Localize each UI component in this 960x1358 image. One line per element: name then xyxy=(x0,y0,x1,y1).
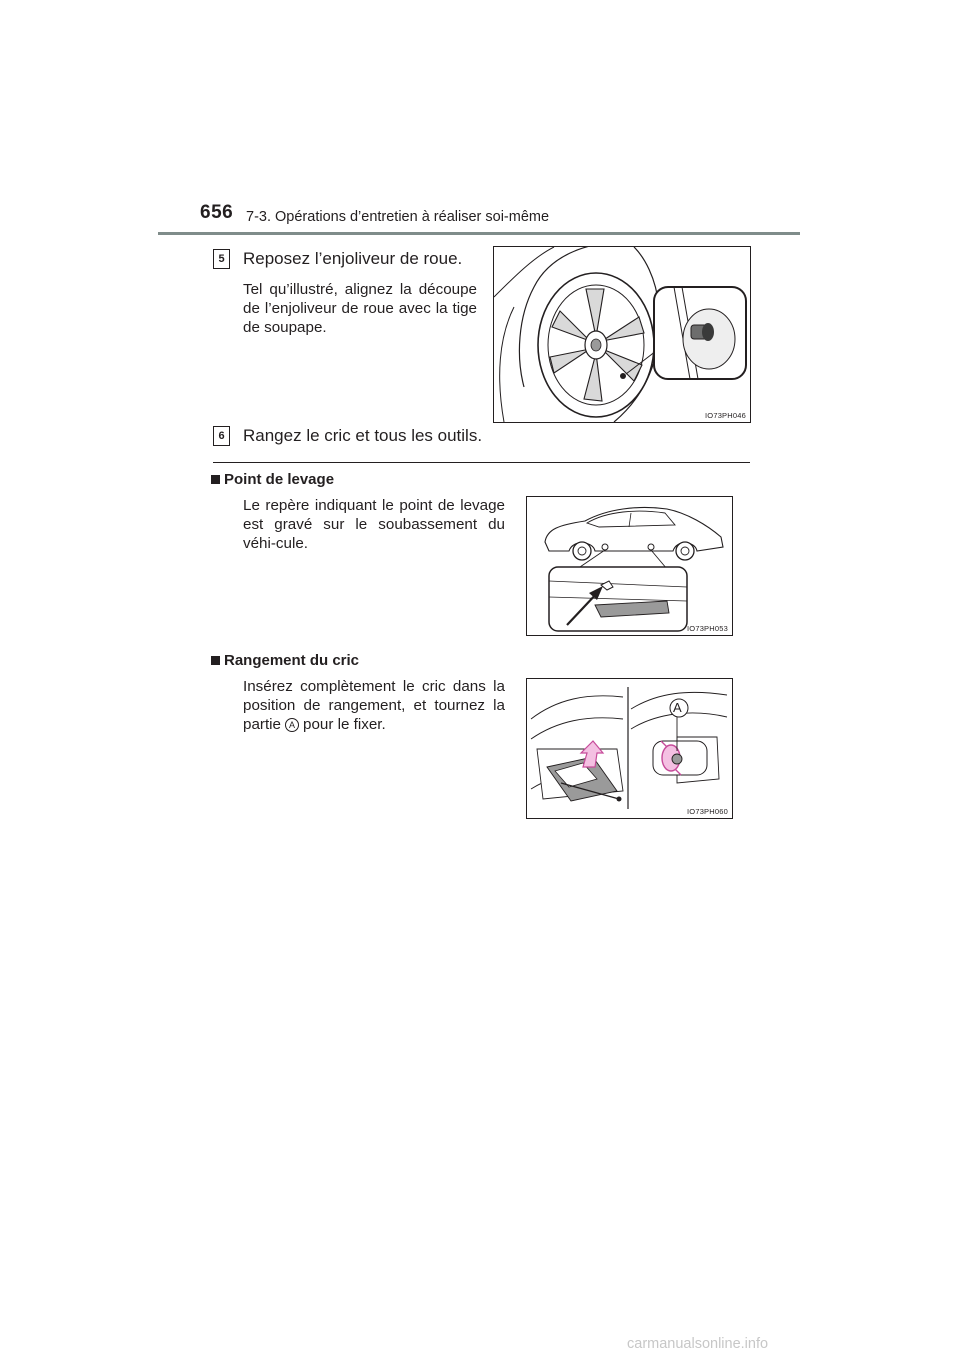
section-heading-text: Rangement du cric xyxy=(224,652,360,669)
jacking-point-drawing xyxy=(527,497,732,635)
section-divider xyxy=(213,462,750,463)
callout-letter: A xyxy=(673,700,682,715)
jack-storage-illustration xyxy=(526,678,733,819)
step-title: Rangez le cric et tous les outils. xyxy=(243,426,483,445)
text-before: Insérez complètement le cric dans la position de rangement, et tournez la partie xyxy=(243,678,505,733)
page-number: 656 xyxy=(200,202,234,223)
watermark: carmanualsonline.info xyxy=(627,1336,769,1352)
header-rule xyxy=(158,232,800,235)
wheel-cover-drawing xyxy=(494,247,750,422)
figure-code: IO73PH060 xyxy=(687,807,728,816)
wheel-cover-illustration xyxy=(493,246,751,423)
square-bullet-icon xyxy=(211,656,220,665)
section-text: Le repère indiquant le point de levage est gravé sur le soubassement du véhi-cule. xyxy=(243,497,505,552)
section-heading xyxy=(211,652,359,669)
figure-code: IO73PH053 xyxy=(687,624,728,633)
step-number-badge: 5 xyxy=(213,249,230,269)
section-text xyxy=(243,677,505,734)
step-number-badge: 6 xyxy=(213,426,230,446)
section-heading-text: Point de levage xyxy=(224,471,335,488)
jack-storage-drawing xyxy=(527,679,732,818)
section-title: 7-3. Opérations d’entretien à réaliser soi-même xyxy=(246,209,550,225)
section-heading xyxy=(211,471,334,488)
step-detail: Tel qu’illustré, alignez la découpe de l’enjoliveur de roue avec la tige de soupape. xyxy=(243,281,477,336)
text-after: pour le fixer. xyxy=(303,716,386,733)
square-bullet-icon xyxy=(211,475,220,484)
part-letter-marker: A xyxy=(285,718,299,732)
figure-code: IO73PH046 xyxy=(705,411,746,420)
step-title: Reposez l’enjoliveur de roue. xyxy=(243,249,463,268)
jacking-point-illustration xyxy=(526,496,733,636)
